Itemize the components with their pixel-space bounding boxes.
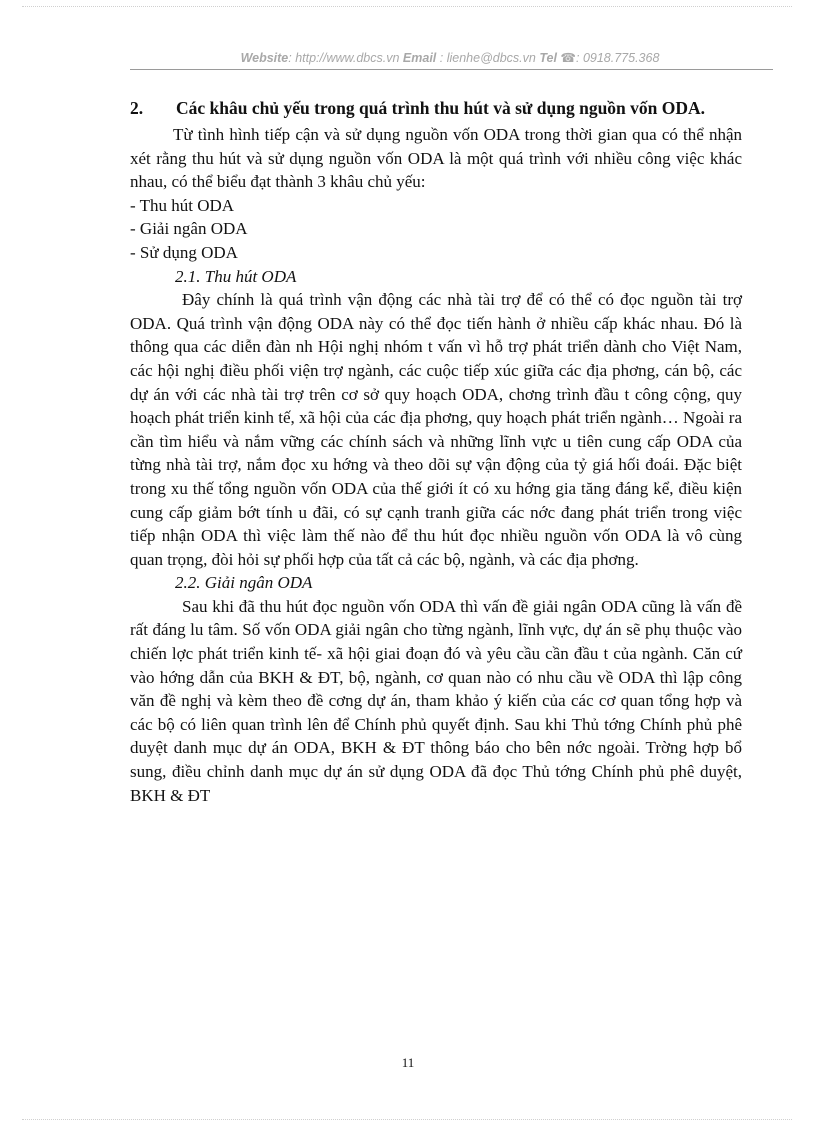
page-number: 11	[401, 1055, 415, 1070]
subsection-title-disburse: 2.2. Giải ngân ODA	[175, 573, 313, 593]
tel-label: Tel	[539, 51, 557, 65]
subsection-title-attract: 2.1. Thu hút ODA	[175, 266, 297, 286]
intro-paragraph: Từ tình hình tiếp cận và sử dụng nguồn vốn ODA trong thời gian qua có thể nhận xét rằng thu hút và sử dụng nguồn vốn ODA là một quá trình với nhiều công việc khác nhau, có thể biểu đạt thành 3 khâu chủ yếu:	[130, 125, 742, 192]
tel-value: : 0918.775.368	[576, 51, 660, 65]
document-body	[130, 96, 742, 807]
section-title: Các khâu chủ yếu trong quá trình thu hút và sử dụng nguồn vốn ODA.	[176, 98, 706, 118]
email-label: Email	[402, 51, 437, 65]
email-value: : lienhe@dbcs.vn	[439, 51, 536, 65]
bullet-item: - Sử dụng ODA	[130, 242, 238, 262]
bullet-item: - Giải ngân ODA	[130, 219, 248, 239]
bullet-item: - Thu hút ODA	[130, 195, 235, 215]
website-label: Website	[240, 51, 289, 65]
subsection-body-attract: Đây chính là quá trình vận động các nhà tài trợ để có thể có đọc nguồn tài trợ ODA. Quá trình vận động ODA này có thể đọc tiến hành ở nhiều cấp khác nhau. Đó là thông qua các diễn đàn nh Hội nghị nhóm t vấn vì hỗ trợ phát triển dành cho Việt Nam, các hội nghị điều phối viện trợ ngành, các cuộc tiếp xúc giữa các địa phơng, cán bộ, các dự án với các nhà tài trợ trên cơ sở quy hoạch ODA, chơng trình đầu t công cộng, quy hoạch phát triển kinh tế, xã hội của các địa phơng, quy hoạch phát triển ngành… Ngoài ra cần tìm hiểu và nắm vững các chính sách và những lĩnh vực u tiên cung cấp ODA của từng nhà tài trợ, nắm đọc xu hớng và theo dõi sự vận động của tỷ giá hối đoái. Đặc biệt trong xu thế tổng nguồn vốn ODA của thế giới ít có xu hớng gia tăng đáng kể, điều kiện cung cấp giảm bớt tính u đãi, có sự cạnh tranh giữa các nớc đang phát triển trong việc tiếp nhận ODA thì việc làm thế nào để thu hút đọc nhiều nguồn vốn ODA là vô cùng quan trọng, đòi hỏi sự phối hợp của tất cả các bộ, ngành, và các địa phơng.	[130, 290, 742, 569]
website-value: : http://www.dbcs.vn	[288, 51, 400, 65]
phone-icon: ☎	[560, 51, 576, 65]
subsection-body-disburse: Sau khi đã thu hút đọc nguồn vốn ODA thì vấn đề giải ngân ODA cũng là vấn đề rất đáng lu tâm. Số vốn ODA giải ngân cho từng ngành, lĩnh vực, dự án sẽ phụ thuộc vào chiến lợc phát triển kinh tế- xã hội giai đoạn đó và yêu cầu cần đầu t của ngành. Căn cứ vào hớng dẫn của BKH & ĐT, bộ, ngành, cơ quan nào có nhu cầu về ODA thì lập công văn đề nghị và kèm theo đề cơng dự án, tham khảo ý kiến của các cơ quan tổng hợp và các bộ có liên quan trình lên để Chính phủ quyết định. Sau khi Thủ tớng Chính phủ phê duyệt danh mục dự án ODA, BKH & ĐT thông báo cho bên nớc ngoài. Trờng hợp bổ sung, điều chỉnh danh mục dự án sử dụng ODA đã đọc Thủ tớng Chính phủ phê duyệt, BKH & ĐT	[130, 596, 742, 805]
section-number: 2.	[130, 98, 144, 118]
page-header	[130, 50, 770, 65]
section-heading	[130, 96, 742, 120]
header-divider	[130, 69, 773, 70]
